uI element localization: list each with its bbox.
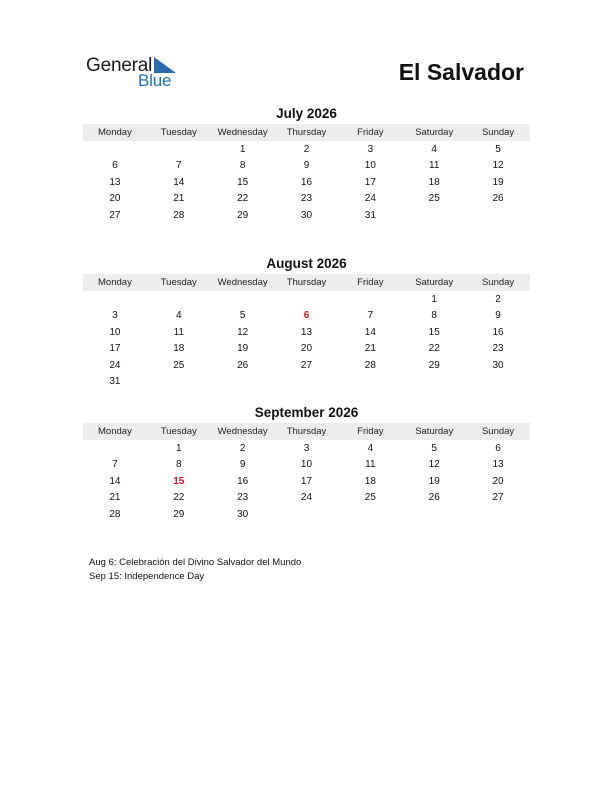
empty-day-cell — [211, 292, 275, 309]
day-cell: 30 — [237, 508, 249, 520]
weekday-header: Friday — [357, 277, 384, 288]
week-row — [83, 292, 530, 309]
weekday-header: Friday — [357, 426, 384, 437]
day-cell: 27 — [300, 359, 313, 371]
weekday-header: Saturday — [415, 127, 454, 138]
weekday-header: Tuesday — [160, 277, 197, 288]
week-row — [83, 358, 530, 375]
day-cell: 18 — [364, 475, 376, 487]
weekday-header: Thursday — [286, 426, 327, 437]
day-cell: 16 — [492, 326, 504, 338]
empty-day-cell — [83, 142, 147, 159]
day-cell: 4 — [175, 310, 182, 322]
empty-day-cell — [466, 507, 530, 524]
month-title: September 2026 — [254, 405, 359, 420]
weekday-header: Wednesday — [217, 127, 268, 138]
month-august-2026 — [83, 256, 530, 391]
day-cell: 17 — [364, 176, 376, 188]
day-cell: 3 — [112, 310, 118, 322]
day-cell: 18 — [173, 343, 185, 355]
week-row — [83, 158, 530, 175]
day-cell: 28 — [109, 508, 121, 520]
day-cell: 29 — [173, 508, 185, 520]
day-cell: 1 — [175, 442, 182, 454]
day-cell: 5 — [495, 143, 501, 155]
weekday-header: Sunday — [481, 277, 515, 288]
day-cell: 2 — [239, 442, 246, 454]
day-cell: 29 — [237, 209, 249, 221]
day-cell: 11 — [365, 459, 376, 471]
day-cell: 19 — [492, 176, 504, 188]
weekday-header: Monday — [98, 426, 132, 437]
day-cell: 26 — [492, 193, 504, 205]
day-cell: 21 — [364, 343, 376, 355]
weekday-header: Monday — [98, 127, 132, 138]
week-row — [83, 474, 530, 491]
empty-day-cell — [338, 292, 402, 309]
day-cell: 24 — [300, 492, 313, 504]
day-cell: 23 — [492, 343, 504, 355]
day-cell: 7 — [175, 160, 182, 172]
day-cell: 20 — [109, 193, 121, 205]
day-cell: 24 — [109, 359, 121, 371]
empty-day-cell — [147, 142, 211, 159]
day-cell: 13 — [109, 176, 121, 188]
day-cell: 6 — [495, 442, 501, 454]
weekday-header: Thursday — [286, 277, 327, 288]
day-cell: 27 — [109, 209, 121, 221]
holiday-day-cell: 15 — [173, 475, 185, 487]
day-cell: 14 — [173, 176, 185, 188]
week-rows — [83, 291, 530, 391]
day-cell: 11 — [429, 160, 440, 172]
generalblue-logo — [86, 55, 186, 95]
week-row — [83, 490, 530, 507]
day-cell: 18 — [428, 176, 440, 188]
day-cell: 31 — [364, 209, 376, 221]
day-cell: 12 — [492, 160, 504, 172]
holiday-notes — [89, 556, 301, 584]
day-cell: 2 — [495, 293, 501, 305]
day-cell: 26 — [428, 492, 440, 504]
empty-day-cell — [147, 292, 211, 309]
day-cell: 20 — [492, 475, 504, 487]
day-cell: 14 — [364, 326, 376, 338]
day-cell: 16 — [237, 475, 249, 487]
empty-day-cell — [83, 292, 147, 309]
weekday-header: Wednesday — [217, 426, 268, 437]
week-row — [83, 457, 530, 474]
day-cell: 13 — [300, 326, 313, 338]
month-september-2026 — [83, 405, 530, 523]
day-cell: 25 — [364, 492, 376, 504]
holiday-day-cell: 6 — [303, 310, 310, 322]
week-row — [83, 208, 530, 225]
weekday-header: Friday — [357, 127, 384, 138]
day-cell: 15 — [237, 176, 249, 188]
day-cell: 25 — [173, 359, 185, 371]
day-cell: 6 — [112, 160, 118, 172]
day-cell: 5 — [239, 310, 246, 322]
day-cell: 3 — [303, 442, 310, 454]
day-cell: 7 — [112, 459, 118, 471]
day-cell: 21 — [109, 492, 121, 504]
empty-day-cell — [83, 441, 147, 458]
week-row — [83, 191, 530, 208]
day-cell: 3 — [367, 143, 374, 155]
weekday-header: Monday — [98, 277, 132, 288]
week-row — [83, 308, 530, 325]
month-title: July 2026 — [276, 106, 337, 121]
day-cell: 13 — [492, 459, 504, 471]
day-cell: 26 — [237, 359, 249, 371]
empty-day-cell — [275, 507, 339, 524]
weekday-header: Wednesday — [217, 277, 268, 288]
empty-day-cell — [402, 507, 466, 524]
day-cell: 5 — [431, 442, 437, 454]
weekday-header-row — [83, 423, 530, 440]
empty-day-cell — [466, 208, 530, 225]
day-cell: 31 — [109, 376, 121, 388]
week-row — [83, 374, 530, 391]
day-cell: 24 — [364, 193, 376, 205]
day-cell: 1 — [431, 293, 437, 305]
empty-day-cell — [211, 374, 275, 391]
holiday-note: Sep 15: Independence Day — [89, 571, 205, 582]
logo-word-general: General — [86, 55, 153, 76]
day-cell: 10 — [300, 459, 313, 471]
day-cell: 8 — [175, 459, 182, 471]
day-cell: 8 — [431, 310, 437, 322]
day-cell: 28 — [173, 209, 185, 221]
day-cell: 1 — [239, 143, 246, 155]
empty-day-cell — [402, 374, 466, 391]
weekday-header: Tuesday — [160, 127, 197, 138]
empty-day-cell — [275, 292, 339, 309]
weekday-header: Saturday — [415, 277, 454, 288]
week-row — [83, 175, 530, 192]
day-cell: 10 — [109, 326, 121, 338]
weekday-header: Sunday — [481, 127, 515, 138]
day-cell: 9 — [239, 459, 246, 471]
week-row — [83, 507, 530, 524]
weekday-header: Tuesday — [160, 426, 197, 437]
day-cell: 11 — [173, 326, 184, 338]
month-title: August 2026 — [266, 256, 347, 271]
weekday-header: Sunday — [481, 426, 515, 437]
day-cell: 22 — [173, 492, 185, 504]
week-row — [83, 142, 530, 159]
day-cell: 27 — [492, 492, 504, 504]
day-cell: 19 — [428, 475, 440, 487]
day-cell: 30 — [300, 209, 313, 221]
country-title: El Salvador — [398, 59, 524, 85]
week-row — [83, 325, 530, 342]
day-cell: 20 — [300, 343, 313, 355]
day-cell: 4 — [367, 442, 374, 454]
day-cell: 17 — [300, 475, 313, 487]
empty-day-cell — [402, 208, 466, 225]
day-cell: 9 — [495, 310, 501, 322]
month-july-2026 — [83, 106, 530, 224]
week-row — [83, 341, 530, 358]
week-row — [83, 441, 530, 458]
day-cell: 12 — [428, 459, 440, 471]
empty-day-cell — [338, 507, 402, 524]
weekday-header-row — [83, 124, 530, 141]
weekday-header: Thursday — [286, 127, 327, 138]
holiday-note: Aug 6: Celebración del Divino Salvador del Mundo — [89, 557, 302, 568]
day-cell: 23 — [300, 193, 313, 205]
day-cell: 10 — [364, 160, 376, 172]
day-cell: 15 — [428, 326, 440, 338]
day-cell: 28 — [364, 359, 376, 371]
weekday-header: Saturday — [415, 426, 454, 437]
day-cell: 21 — [173, 193, 185, 205]
logo-word-blue: Blue — [138, 71, 172, 90]
day-cell: 17 — [109, 343, 121, 355]
day-cell: 16 — [300, 176, 313, 188]
weekday-header-row — [83, 274, 530, 291]
day-cell: 2 — [303, 143, 310, 155]
empty-day-cell — [466, 374, 530, 391]
day-cell: 4 — [431, 143, 437, 155]
day-cell: 22 — [237, 193, 249, 205]
day-cell: 23 — [237, 492, 249, 504]
day-cell: 19 — [237, 343, 249, 355]
empty-day-cell — [338, 374, 402, 391]
day-cell: 8 — [239, 160, 246, 172]
day-cell: 14 — [109, 475, 121, 487]
week-rows — [83, 440, 530, 523]
day-cell: 29 — [428, 359, 440, 371]
empty-day-cell — [275, 374, 339, 391]
week-rows — [83, 141, 530, 224]
empty-day-cell — [147, 374, 211, 391]
day-cell: 7 — [367, 310, 374, 322]
day-cell: 12 — [237, 326, 249, 338]
day-cell: 9 — [303, 160, 310, 172]
day-cell: 30 — [492, 359, 504, 371]
day-cell: 25 — [428, 193, 440, 205]
day-cell: 22 — [428, 343, 440, 355]
